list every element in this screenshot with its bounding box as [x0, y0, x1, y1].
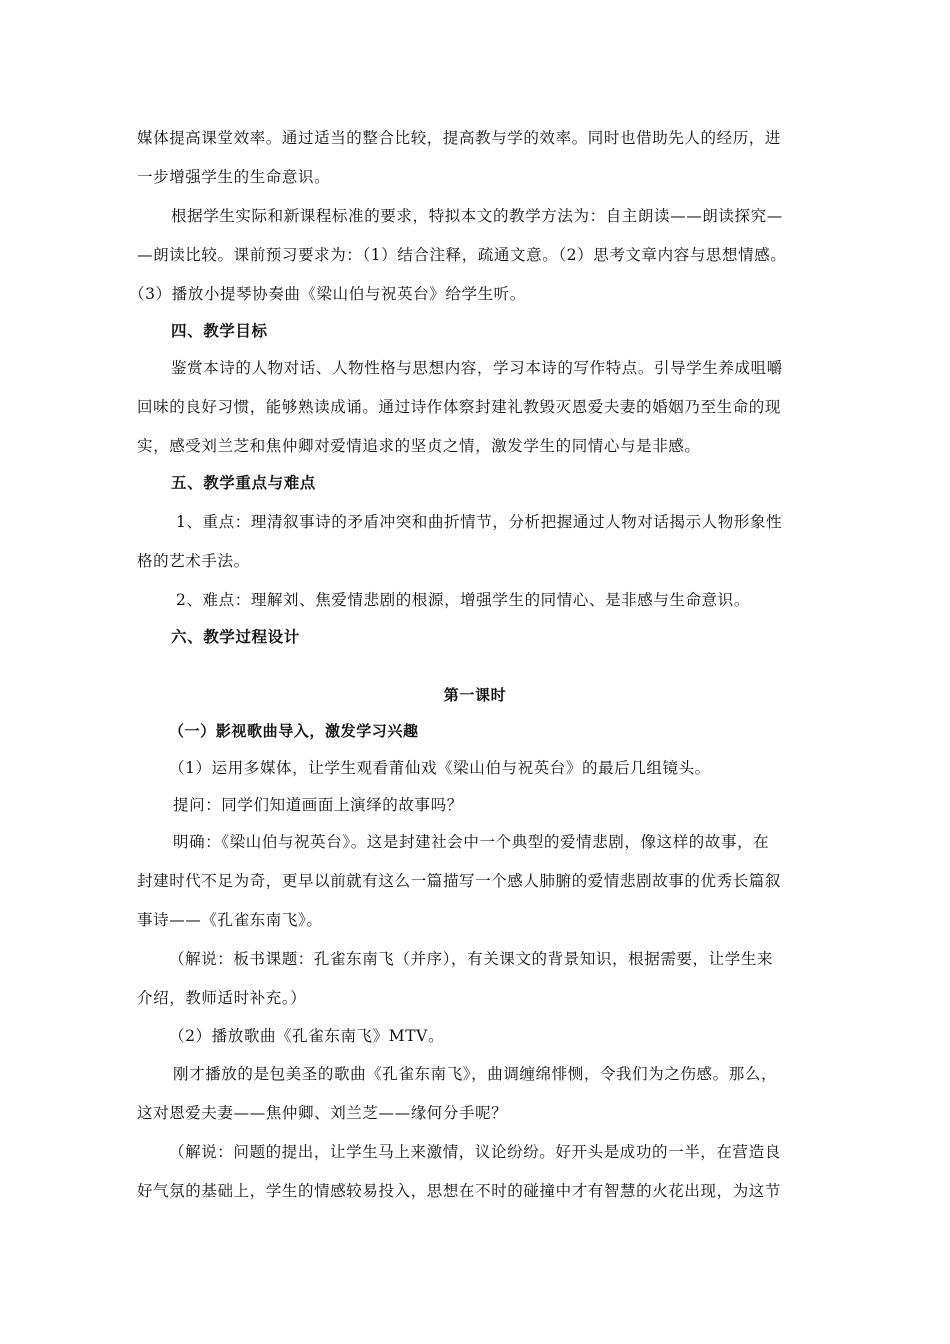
section-heading-process: 六、教学过程设计	[171, 627, 300, 646]
paragraph-line: 根据学生实际和新课程标准的要求，特拟本文的教学方法为：自主朗读——朗读探究—	[171, 207, 783, 225]
paragraph-line: 刚才播放的是包美圣的歌曲《孔雀东南飞》，曲调缠绵悱恻，令我们为之伤感。那么，	[173, 1065, 778, 1083]
paragraph-line: （解说：板书课题：孔雀东南飞（并序），有关课文的背景知识，根据需要，让学生来	[169, 950, 774, 968]
lesson-title: 第一课时	[443, 686, 507, 704]
paragraph-line: 这对恩爱夫妻——焦仲卿、刘兰芝——缘何分手呢？	[137, 1104, 508, 1122]
paragraph-line: 提问：同学们知道画面上演绎的故事吗？	[173, 796, 463, 814]
paragraph-line: （解说：问题的提出，让学生马上来激情，议论纷纷。好开头是成功的一半，在营造良	[169, 1143, 781, 1161]
paragraph-line: 媒体提高课堂效率。通过适当的整合比较，提高教与学的效率。同时也借助先人的经历，进	[137, 129, 782, 147]
paragraph-line: （1）运用多媒体，让学生观看莆仙戏《梁山伯与祝英台》的最后几组镜头。	[169, 759, 711, 777]
paragraph-line: （3）播放小提琴协奏曲《梁山伯与祝英台》给学生听。	[129, 285, 526, 303]
paragraph-line: （2）播放歌曲《孔雀东南飞》MTV。	[169, 1027, 445, 1045]
paragraph-line: —朗读比较。课前预习要求为：（1）结合注释，疏通文意。（2）思考文章内容与思想情感。	[137, 246, 787, 264]
paragraph-line: 回味的良好习惯，能够熟读成诵。通过诗作体察封建礼教毁灭恩爱夫妻的婚姻乃至生命的现	[137, 398, 782, 416]
paragraph-line: 明确：《梁山伯与祝英台》。这是封建社会中一个典型的爱情悲剧，像这样的故事，在	[173, 833, 770, 851]
paragraph-line: 1、重点：理清叙事诗的矛盾冲突和曲折情节，分析把握通过人物对话揭示人物形象性	[176, 513, 783, 531]
paragraph-line: 格的艺术手法。	[137, 552, 250, 570]
section-heading-objectives: 四、教学目标	[171, 321, 268, 340]
paragraph-line: 介绍，教师适时补充。）	[137, 989, 307, 1007]
paragraph-line: 实，感受刘兰芝和焦仲卿对爱情追求的坚贞之情，激发学生的同情心与是非感。	[137, 437, 701, 455]
paragraph-line: 事诗——《孔雀东南飞》。	[137, 911, 323, 929]
paragraph-line: 一步增强学生的生命意识。	[137, 168, 331, 186]
paragraph-line: 鉴赏本诗的人物对话、人物性格与思想内容，学习本诗的写作特点。引导学生养成咀嚼	[171, 359, 783, 377]
subsection-heading: （一）影视歌曲导入，激发学习兴趣	[169, 722, 419, 740]
section-heading-key-points: 五、教学重点与难点	[171, 473, 316, 492]
paragraph-line: 好气氛的基础上，学生的情感较易投入，思想在不时的碰撞中才有智慧的火花出现，为这节	[137, 1182, 782, 1200]
paragraph-line: 封建时代不足为奇，更早以前就有这么一篇描写一个感人肺腑的爱情悲剧故事的优秀长篇叙	[137, 872, 782, 890]
paragraph-line: 2、难点：理解刘、焦爱情悲剧的根源，增强学生的同情心、是非感与生命意识。	[176, 591, 750, 609]
